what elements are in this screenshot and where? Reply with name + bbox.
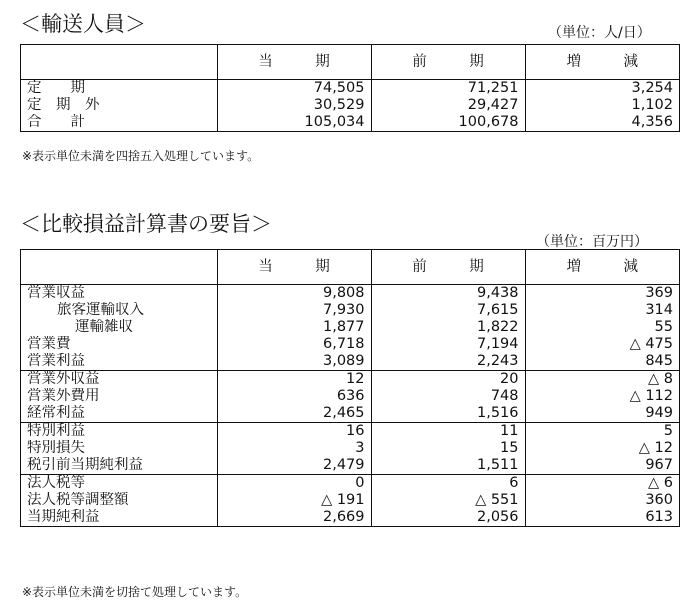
income-row-previous: 2,056 — [371, 509, 525, 526]
income-row-change: 967 — [645, 457, 673, 473]
income-row-previous: 6 — [371, 475, 525, 493]
income-row — [21, 285, 679, 303]
income-row-label: 法人税等調整額 — [21, 492, 217, 509]
income-row-current: 2,479 — [217, 457, 371, 475]
income-header-change: 増 減 — [525, 250, 679, 285]
income-row-change: 314 — [645, 302, 673, 318]
income-row-current: 9,808 — [217, 285, 371, 303]
income-row-previous: 11 — [371, 423, 525, 441]
income-row-previous: 9,438 — [371, 285, 525, 303]
income-row — [21, 371, 679, 389]
income-row-change: △ 112 — [629, 388, 673, 404]
income-unit-label: （単位：百万円） — [536, 234, 648, 250]
income-header-row — [21, 250, 679, 285]
passengers-row-label: 定 期 外 — [21, 97, 217, 114]
income-row — [21, 475, 679, 493]
passengers-row-change: 3,254 — [631, 80, 673, 96]
income-row-change: 369 — [645, 285, 673, 301]
passengers-table-body — [21, 80, 679, 132]
passengers-header-row — [21, 45, 679, 80]
income-row-change: 5 — [525, 423, 679, 441]
income-row-previous: 20 — [371, 371, 525, 389]
income-row-label: 法人税等 — [21, 475, 217, 493]
passengers-row-current: 74,505 — [217, 80, 371, 98]
income-row-change: △ 6 — [525, 475, 679, 493]
income-row-previous: 1,511 — [371, 457, 525, 475]
income-row — [21, 336, 679, 353]
passengers-row-previous: 100,678 — [371, 114, 525, 131]
passengers-section-title: ＜輸送人員＞ — [20, 12, 146, 36]
income-row-label: 運輸雑収 — [21, 319, 217, 336]
income-row-current: 0 — [217, 475, 371, 493]
income-row-label: 特別損失 — [21, 440, 217, 457]
passengers-row — [21, 114, 679, 131]
income-row-current: 1,877 — [217, 319, 371, 336]
income-section-title: ＜比較損益計算書の要旨＞ — [20, 212, 272, 236]
income-row-change: 55 — [654, 319, 673, 335]
income-row-previous: 1,516 — [371, 405, 525, 423]
income-row-change: 613 — [645, 509, 673, 525]
income-row — [21, 509, 679, 526]
income-row-label: 営業利益 — [21, 353, 217, 371]
income-row-previous: 7,615 — [371, 302, 525, 319]
income-row-current: 16 — [217, 423, 371, 441]
income-row-label: 税引前当期純利益 — [21, 457, 217, 475]
income-row-change: 360 — [645, 492, 673, 508]
income-row-previous: 748 — [371, 388, 525, 405]
income-row-previous: △ 551 — [371, 492, 525, 509]
passengers-header-blank — [21, 45, 217, 80]
income-row — [21, 492, 679, 509]
income-row — [21, 388, 679, 405]
income-row-change: △ 8 — [525, 371, 679, 389]
income-row-label: 営業費 — [21, 336, 217, 353]
income-row-label: 経常利益 — [21, 405, 217, 423]
passengers-table — [21, 45, 679, 131]
passengers-header-change: 増 減 — [525, 45, 679, 80]
passengers-row-current: 105,034 — [217, 114, 371, 131]
income-row-change: △ 12 — [638, 440, 673, 456]
income-statement-table — [21, 250, 679, 526]
income-row-current: △ 191 — [217, 492, 371, 509]
income-row-label: 特別利益 — [21, 423, 217, 441]
passengers-row-previous: 71,251 — [371, 80, 525, 98]
income-note: ※表示単位未満を切捨て処理しています。 — [22, 585, 248, 599]
income-row-current: 3,089 — [217, 353, 371, 371]
income-row — [21, 319, 679, 336]
income-row — [21, 353, 679, 371]
income-row-current: 6,718 — [217, 336, 371, 353]
income-row — [21, 405, 679, 423]
income-row-label: 営業外費用 — [21, 388, 217, 405]
income-header-previous: 前 期 — [371, 250, 525, 285]
passengers-row-change: 1,102 — [631, 97, 673, 113]
income-row-change: 949 — [645, 405, 673, 421]
income-row-current: 3 — [217, 440, 371, 457]
passengers-row — [21, 97, 679, 114]
income-row-label: 旅客運輸収入 — [21, 302, 217, 319]
passengers-unit-label: （単位：人/日） — [548, 25, 651, 41]
income-row-change: △ 475 — [629, 336, 673, 352]
passengers-row — [21, 80, 679, 98]
passengers-row-change: 4,356 — [631, 114, 673, 130]
income-row-previous: 1,822 — [371, 319, 525, 336]
income-row-label: 営業収益 — [21, 285, 217, 303]
passengers-row-label: 定 期 — [21, 80, 217, 98]
income-row-current: 2,465 — [217, 405, 371, 423]
income-row — [21, 302, 679, 319]
income-row-label: 営業外収益 — [21, 371, 217, 389]
income-row-current: 7,930 — [217, 302, 371, 319]
income-row-current: 2,669 — [217, 509, 371, 526]
passengers-header-previous: 前 期 — [371, 45, 525, 80]
income-row-current: 12 — [217, 371, 371, 389]
income-row — [21, 440, 679, 457]
passengers-row-current: 30,529 — [217, 97, 371, 114]
income-row — [21, 423, 679, 441]
income-row-previous: 15 — [371, 440, 525, 457]
passengers-note: ※表示単位未満を四捨五入処理しています。 — [22, 149, 260, 163]
income-table-body — [21, 285, 679, 527]
income-row-label: 当期純利益 — [21, 509, 217, 526]
income-row-current: 636 — [217, 388, 371, 405]
passengers-row-previous: 29,427 — [371, 97, 525, 114]
passengers-row-label: 合 計 — [21, 114, 217, 131]
income-header-blank — [21, 250, 217, 285]
passengers-header-current: 当 期 — [217, 45, 371, 80]
income-row-previous: 7,194 — [371, 336, 525, 353]
income-row-change: 845 — [645, 353, 673, 369]
income-header-current: 当 期 — [217, 250, 371, 285]
income-row — [21, 457, 679, 475]
income-row-previous: 2,243 — [371, 353, 525, 371]
